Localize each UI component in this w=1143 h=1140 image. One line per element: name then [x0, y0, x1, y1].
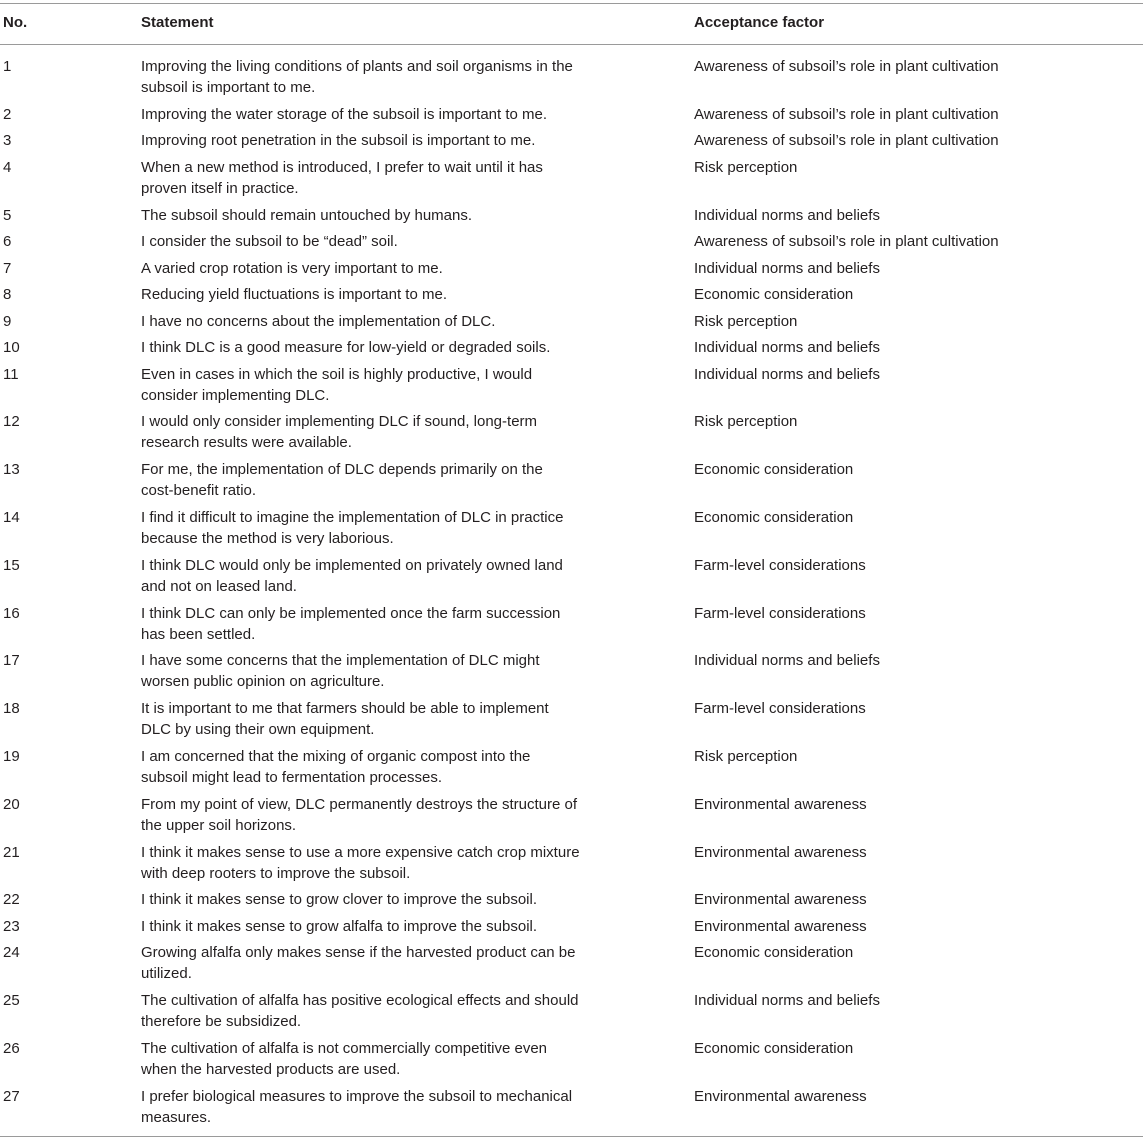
row-number: 24 [3, 944, 20, 961]
statement-line: research results were available. [141, 434, 352, 451]
row-number: 13 [3, 461, 20, 478]
acceptance-factor-cell: Awareness of subsoil’s role in plant cultivation [694, 58, 999, 75]
statement-line: I think it makes sense to grow alfalfa to improve the subsoil. [141, 918, 538, 935]
acceptance-factor-cell: Environmental awareness [694, 891, 867, 908]
statement-line: has been settled. [141, 626, 256, 643]
acceptance-factor-cell: Individual norms and beliefs [694, 339, 880, 356]
statement-cell [141, 916, 621, 937]
statement-line: I consider the subsoil to be “dead” soil. [141, 233, 398, 250]
statement-line: Improving the water storage of the subsoil is important to me. [141, 106, 548, 123]
statement-line: I think it makes sense to grow clover to improve the subsoil. [141, 891, 538, 908]
acceptance-factor-cell: Economic consideration [694, 509, 854, 526]
statement-cell [141, 56, 621, 98]
statement-line: utilized. [141, 965, 192, 982]
statement-cell [141, 794, 621, 836]
row-number: 11 [3, 366, 19, 383]
statement-line: Growing alfalfa only makes sense if the harvested product can be [141, 944, 576, 961]
row-number: 19 [3, 748, 20, 765]
statement-line: worsen public opinion on agriculture. [141, 673, 385, 690]
row-number: 3 [3, 132, 12, 149]
acceptance-factor-cell: Risk perception [694, 413, 798, 430]
row-number: 26 [3, 1040, 20, 1057]
row-number: 27 [3, 1088, 20, 1105]
statement-line: The subsoil should remain untouched by humans. [141, 207, 473, 224]
acceptance-factor-cell: Environmental awareness [694, 918, 867, 935]
statement-cell [141, 411, 621, 453]
statement-cell [141, 889, 621, 910]
row-number: 4 [3, 159, 12, 176]
statement-cell [141, 507, 621, 549]
acceptance-factor-cell: Economic consideration [694, 461, 854, 478]
statement-cell [141, 364, 621, 406]
table-header-rule [0, 44, 1143, 45]
statement-cell [141, 746, 621, 788]
acceptance-factor-cell: Individual norms and beliefs [694, 652, 880, 669]
row-number: 7 [3, 260, 12, 277]
acceptance-factor-cell: Risk perception [694, 748, 798, 765]
acceptance-factor-cell: Individual norms and beliefs [694, 366, 880, 383]
statement-cell [141, 231, 621, 252]
statement-line: consider implementing DLC. [141, 387, 330, 404]
statement-cell [141, 650, 621, 692]
row-number: 20 [3, 796, 20, 813]
acceptance-factor-cell: Environmental awareness [694, 796, 867, 813]
row-number: 15 [3, 557, 20, 574]
statement-line: I have no concerns about the implementation of DLC. [141, 313, 496, 330]
statement-line: I would only consider implementing DLC if sound, long-term [141, 413, 538, 430]
statement-line: The cultivation of alfalfa is not commercially competitive even [141, 1040, 548, 1057]
statement-cell [141, 842, 621, 884]
statement-cell [141, 284, 621, 305]
row-number: 18 [3, 700, 20, 717]
row-number: 5 [3, 207, 12, 224]
statement-line: because the method is very laborious. [141, 530, 394, 547]
row-number: 23 [3, 918, 20, 935]
acceptance-factor-cell: Farm-level considerations [694, 557, 866, 574]
statement-cell [141, 1038, 621, 1080]
statement-line: When a new method is introduced, I prefer to wait until it has [141, 159, 543, 176]
acceptance-factor-cell: Environmental awareness [694, 844, 867, 861]
statement-cell [141, 555, 621, 597]
statement-cell [141, 157, 621, 199]
row-number: 10 [3, 339, 20, 356]
acceptance-factor-cell: Awareness of subsoil’s role in plant cultivation [694, 233, 999, 250]
acceptance-factor-cell: Risk perception [694, 159, 798, 176]
statement-line: I prefer biological measures to improve the subsoil to mechanical [141, 1088, 573, 1105]
statement-cell [141, 104, 621, 125]
statement-line: It is important to me that farmers should be able to implement [141, 700, 549, 717]
statement-line: subsoil might lead to fermentation processes. [141, 769, 442, 786]
statement-line: measures. [141, 1109, 212, 1126]
statement-cell [141, 942, 621, 984]
acceptance-factor-cell: Risk perception [694, 313, 798, 330]
row-number: 8 [3, 286, 12, 303]
statement-cell [141, 311, 621, 332]
row-number: 22 [3, 891, 20, 908]
row-number: 9 [3, 313, 12, 330]
statement-line: the upper soil horizons. [141, 817, 297, 834]
header-statement: Statement [141, 14, 214, 31]
statement-line: cost-benefit ratio. [141, 482, 257, 499]
row-number: 21 [3, 844, 20, 861]
statement-line: I have some concerns that the implementation of DLC might [141, 652, 540, 669]
statement-line: I find it difficult to imagine the implementation of DLC in practice [141, 509, 564, 526]
row-number: 17 [3, 652, 20, 669]
statement-line: Reducing yield fluctuations is important to me. [141, 286, 447, 303]
row-number: 12 [3, 413, 20, 430]
row-number: 1 [3, 58, 12, 75]
statement-line: DLC by using their own equipment. [141, 721, 375, 738]
statement-cell [141, 698, 621, 740]
statement-cell [141, 130, 621, 151]
statement-line: From my point of view, DLC permanently destroys the structure of [141, 796, 578, 813]
statement-line: A varied crop rotation is very important to me. [141, 260, 443, 277]
acceptance-factor-cell: Individual norms and beliefs [694, 992, 880, 1009]
acceptance-factor-cell: Farm-level considerations [694, 700, 866, 717]
row-number: 16 [3, 605, 20, 622]
statement-line: proven itself in practice. [141, 180, 299, 197]
row-number: 2 [3, 106, 12, 123]
acceptance-factor-cell: Farm-level considerations [694, 605, 866, 622]
statement-cell [141, 603, 621, 645]
statement-cell [141, 337, 621, 358]
acceptance-factor-cell: Awareness of subsoil’s role in plant cultivation [694, 106, 999, 123]
acceptance-factor-cell: Environmental awareness [694, 1088, 867, 1105]
statement-line: I think DLC can only be implemented once the farm succession [141, 605, 561, 622]
statement-line: Improving root penetration in the subsoil is important to me. [141, 132, 536, 149]
statement-cell [141, 459, 621, 501]
header-no: No. [3, 14, 28, 31]
statement-line: The cultivation of alfalfa has positive ecological effects and should [141, 992, 579, 1009]
statement-line: when the harvested products are used. [141, 1061, 401, 1078]
statement-cell [141, 1086, 621, 1128]
statement-line: I am concerned that the mixing of organic compost into the [141, 748, 531, 765]
acceptance-factor-cell: Economic consideration [694, 944, 854, 961]
statement-line: and not on leased land. [141, 578, 297, 595]
acceptance-factor-cell: Individual norms and beliefs [694, 260, 880, 277]
row-number: 14 [3, 509, 20, 526]
acceptance-factor-cell: Awareness of subsoil’s role in plant cultivation [694, 132, 999, 149]
acceptance-factor-cell: Individual norms and beliefs [694, 207, 880, 224]
acceptance-factor-cell: Economic consideration [694, 1040, 854, 1057]
table-top-rule [0, 3, 1143, 4]
statement-line: I think it makes sense to use a more expensive catch crop mixture [141, 844, 580, 861]
statement-line: subsoil is important to me. [141, 79, 316, 96]
statement-line: with deep rooters to improve the subsoil. [141, 865, 411, 882]
row-number: 25 [3, 992, 20, 1009]
statement-line: I think DLC would only be implemented on privately owned land [141, 557, 563, 574]
statement-cell [141, 990, 621, 1032]
statement-cell [141, 258, 621, 279]
header-acceptance-factor: Acceptance factor [694, 14, 825, 31]
row-number: 6 [3, 233, 12, 250]
statement-line: I think DLC is a good measure for low-yield or degraded soils. [141, 339, 551, 356]
statement-line: Even in cases in which the soil is highly productive, I would [141, 366, 533, 383]
statement-line: For me, the implementation of DLC depends primarily on the [141, 461, 543, 478]
statement-line: therefore be subsidized. [141, 1013, 302, 1030]
statement-line: Improving the living conditions of plants and soil organisms in the [141, 58, 573, 75]
acceptance-factor-cell: Economic consideration [694, 286, 854, 303]
table-bottom-rule [0, 1136, 1143, 1137]
statement-cell [141, 205, 621, 226]
